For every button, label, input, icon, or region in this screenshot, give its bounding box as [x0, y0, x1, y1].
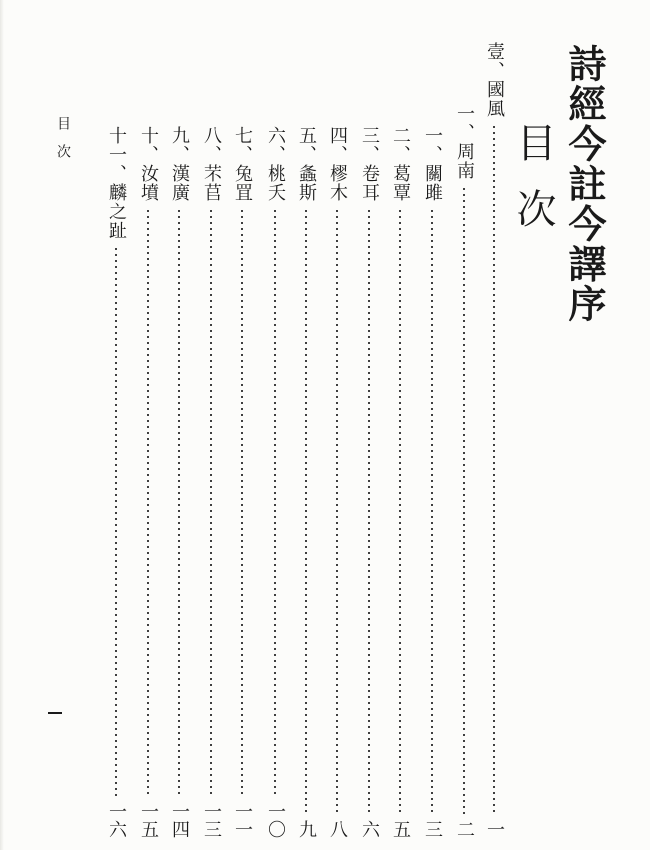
toc-entry[interactable] [167, 0, 191, 850]
toc-entry[interactable] [294, 0, 318, 850]
toc-entry-label: 十一、麟之趾 [106, 126, 127, 240]
toc-entry-page-number: 三 [422, 820, 443, 838]
toc-entry-label: 一、關雎 [422, 126, 443, 202]
toc-entry-page-number: 九 [296, 820, 317, 838]
toc-entry[interactable] [420, 0, 444, 850]
toc-entry-page-number: 一三 [201, 802, 222, 838]
toc-entry[interactable] [482, 0, 506, 850]
toc-entry[interactable] [325, 0, 349, 850]
toc-entry-label: 十、汝墳 [138, 126, 159, 202]
dot-leader [463, 186, 465, 814]
dot-leader [305, 208, 307, 814]
toc-entry-page-number: 一 [484, 820, 505, 838]
dot-leader [399, 208, 401, 814]
toc-entry-label: 四、樛木 [327, 126, 348, 202]
toc-entry-label: 壹、國風 [484, 42, 505, 118]
toc-entry[interactable] [263, 0, 287, 850]
toc-entry-label: 五、螽斯 [296, 126, 317, 202]
toc-entry-page-number: 一五 [138, 802, 159, 838]
toc-entry-label: 六、桃夭 [265, 126, 286, 202]
toc-entry-page-number: 五 [390, 820, 411, 838]
dot-leader [368, 208, 370, 814]
dot-leader [493, 124, 495, 814]
dot-leader [241, 208, 243, 796]
toc-entry-page-number: 一六 [106, 802, 127, 838]
toc-entry-label: 九、漢廣 [169, 126, 190, 202]
dot-leader [274, 208, 276, 796]
toc-entry-page-number: 六 [359, 820, 380, 838]
dot-leader [147, 208, 149, 796]
toc-entry-label: 二、葛覃 [390, 126, 411, 202]
toc-entry[interactable] [230, 0, 254, 850]
toc-entry[interactable] [104, 0, 128, 850]
dot-leader [336, 208, 338, 814]
toc-heading: 目次 [510, 122, 556, 254]
running-head: 目次 [55, 116, 71, 172]
toc-entry[interactable] [357, 0, 381, 850]
scan-edge [0, 0, 4, 850]
dot-leader [178, 208, 180, 796]
toc-entry-page-number: 一〇 [265, 802, 286, 838]
folio [48, 712, 62, 714]
toc-entry[interactable] [136, 0, 160, 850]
toc-entry-page-number: 八 [327, 820, 348, 838]
book-title: 詩經今註今譯序 [562, 44, 607, 324]
toc-entry[interactable] [452, 0, 476, 850]
toc-entry-label: 七、兔罝 [232, 126, 253, 202]
toc-entry-page-number: 一一 [232, 802, 253, 838]
dot-leader [431, 208, 433, 814]
toc-entry[interactable] [388, 0, 412, 850]
toc-entry[interactable] [199, 0, 223, 850]
dot-leader [210, 208, 212, 796]
toc-entry-page-number: 一四 [169, 802, 190, 838]
dot-leader [115, 246, 117, 796]
toc-entry-page-number: 二 [454, 820, 475, 838]
toc-entry-label: 八、芣苢 [201, 126, 222, 202]
toc-entry-label: 三、卷耳 [359, 126, 380, 202]
toc-entry-label: 一、周南 [454, 104, 475, 180]
